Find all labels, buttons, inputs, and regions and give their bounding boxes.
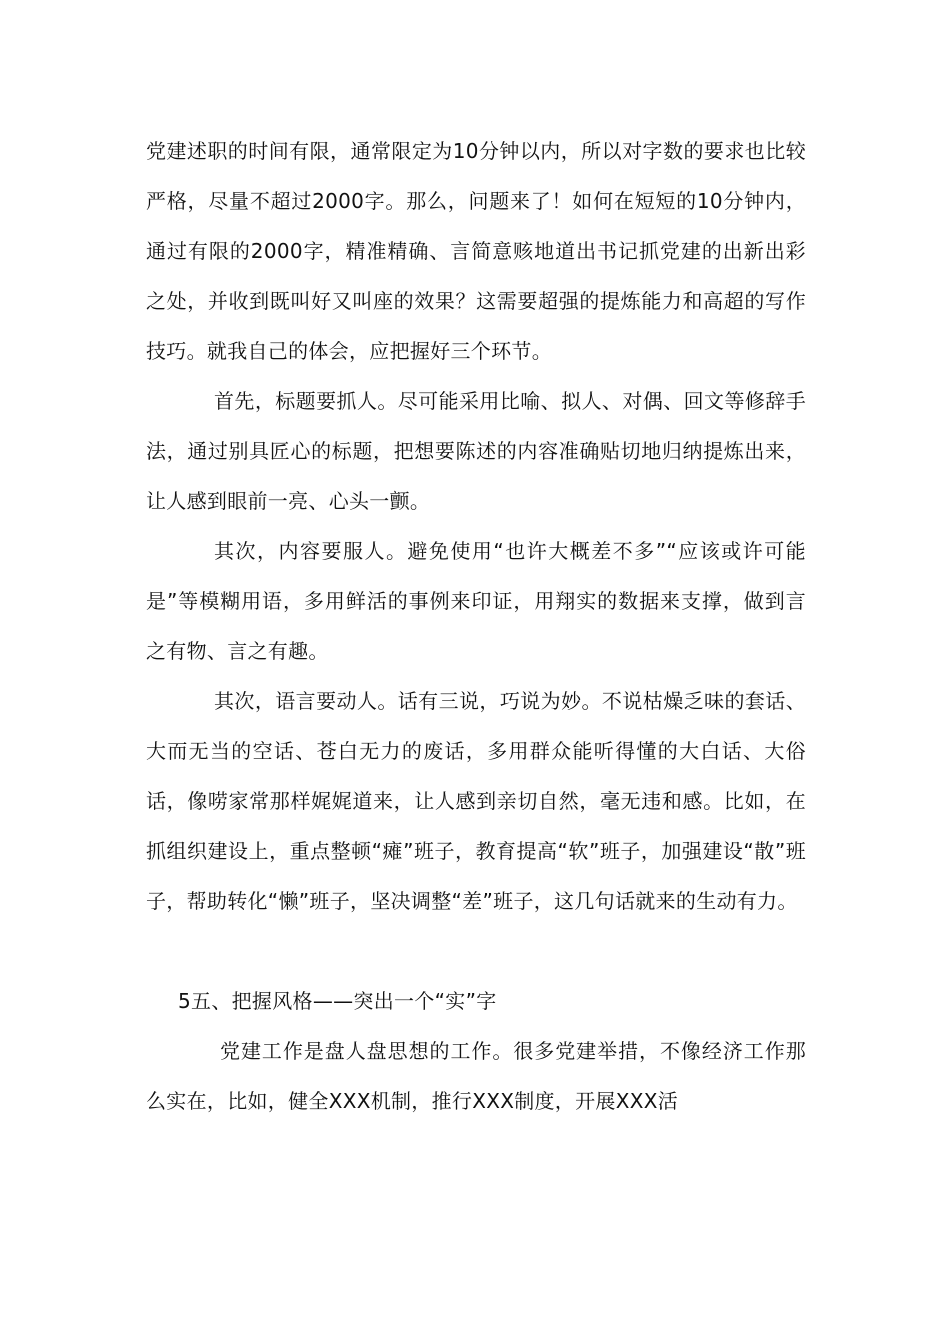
document-body — [146, 126, 806, 1126]
paragraph-content-tip: 其次，内容要服人。避免使用“也许大概差不多”“应该或许可能是”等模糊用语，多用鲜活的事例来印证，用翔实的数据来支撑，做到言之有物、言之有趣。 — [146, 539, 806, 663]
section-paragraph: 党建工作是盘人盘思想的工作。很多党建举措，不像经济工作那么实在，比如，健全XXX机制，推行XXX制度，开展XXX活 — [146, 1039, 806, 1113]
paragraph-spacer — [146, 926, 806, 976]
paragraph-title-tip: 首先，标题要抓人。尽可能采用比喻、拟人、对偶、回文等修辞手法，通过别具匠心的标题，把想要陈述的内容准确贴切地归纳提炼出来，让人感到眼前一亮、心头一颤。 — [146, 389, 806, 513]
paragraph-language-tip: 其次，语言要动人。话有三说，巧说为妙。不说枯燥乏味的套话、大而无当的空话、苍白无力的废话，多用群众能听得懂的大白话、大俗话，像唠家常那样娓娓道来，让人感到亲切自然，毫无违和感。比如，在抓组织建设上，重点整顿“瘫”班子，教育提高“软”班子，加强建设“散”班子，帮助转化“懒”班子，坚决调整“差”班子，这几句话就来的生动有力。 — [146, 689, 806, 913]
section-heading: 5五、把握风格——突出一个“实”字 — [178, 989, 497, 1013]
paragraph-intro: 党建述职的时间有限，通常限定为10分钟以内，所以对字数的要求也比较严格，尽量不超过2000字。那么，问题来了！如何在短短的10分钟内，通过有限的2000字，精准精确、言简意赅地道出书记抓党建的出新出彩之处，并收到既叫好又叫座的效果？这需要超强的提炼能力和高超的写作技巧。就我自己的体会，应把握好三个环节。 — [146, 139, 806, 363]
